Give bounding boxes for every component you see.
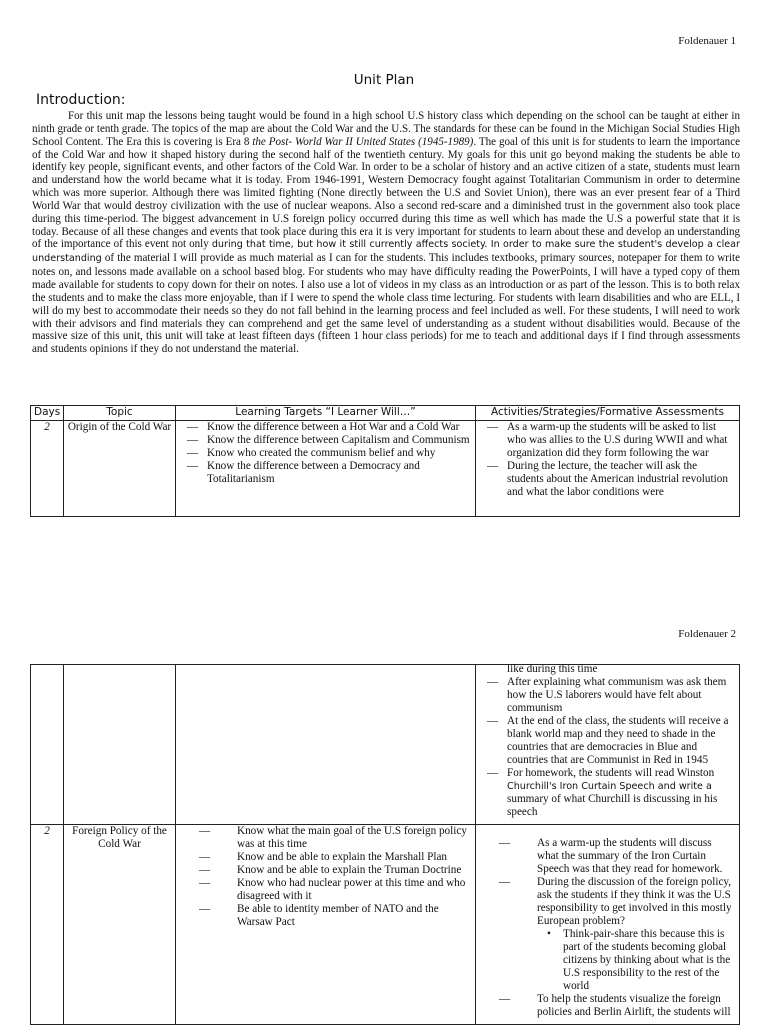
table-row (31, 421, 740, 517)
list-item: — At the end of the class, the students will receive a blank world map and they need to shade in the countries that are democracies in Blue and countries that are Communist in Red in 1945 (479, 715, 736, 767)
header-topic: Topic (64, 406, 176, 421)
targets-cell (176, 421, 476, 517)
list-item: — Know the difference between a Hot War and a Cold War (179, 421, 472, 434)
activities-cell (476, 825, 740, 1025)
list-item: — As a warm-up the students will discuss what the summary of the Iron Curtain Speech was that they read for homework. (479, 837, 736, 876)
activities-cell (476, 665, 740, 825)
table-row (31, 825, 740, 1025)
list-item: — Know who had nuclear power at this time and who disagreed with it (179, 877, 472, 903)
list-item: — Know and be able to explain the Marshall Plan (179, 851, 472, 864)
list-item: — Know the difference between a Democracy and Totalitarianism (179, 460, 472, 486)
list-item: — To help the students visualize the foreign policies and Berlin Airlift, the students will (479, 993, 736, 1019)
targets-cell (176, 665, 476, 825)
header-learning-targets: Learning Targets “I Learner Will…” (176, 406, 476, 421)
days-cell: 2 (31, 421, 64, 517)
list-item: — During the lecture, the teacher will ask the students about the American industrial revolution and what the labor conditions were (479, 460, 736, 499)
list-item: — As a warm-up the students will be asked to list who was allies to the U.S during WWII and what organization did they form following the war (479, 421, 736, 460)
list-item: — During the discussion of the foreign policy, ask the students if they think it was the U.S responsibility to get involved in this mostly European problem? (479, 876, 736, 928)
sub-list-item: • Think-pair-share this because this is part of the students becoming global citizens by thinking about what is the U.S responsibility to the rest of the world (479, 928, 736, 993)
list-item: — Know and be able to explain the Truman Doctrine (179, 864, 472, 877)
days-cell (31, 665, 64, 825)
header-days: Days (31, 406, 64, 421)
topic-cell (64, 665, 176, 825)
list-item: — For homework, the students will read Winston Churchill's Iron Curtain Speech and write a summary of what Churchill is discussing in his speech (479, 767, 736, 819)
unit-plan-table (30, 405, 740, 517)
page-gap (0, 596, 768, 604)
header-activities: Activities/Strategies/Formative Assessments (476, 406, 740, 421)
list-item: — Be able to identity member of NATO and the Warsaw Pact (179, 903, 472, 929)
list-item: — Know the difference between Capitalism and Communism (179, 434, 472, 447)
list-item: — After explaining what communism was ask them how the U.S laborers would have felt about communism (479, 676, 736, 715)
intro-heading: Introduction: (36, 92, 126, 108)
page-header: Foldenauer 2 (678, 628, 736, 640)
table-header-row (31, 406, 740, 421)
unit-plan-table-continued (30, 664, 740, 1025)
list-item: — Know what the main goal of the U.S foreign policy was at this time (179, 825, 472, 851)
page-header: Foldenauer 1 (678, 35, 736, 47)
table-row (31, 665, 740, 825)
list-item: — Know who created the communism belief and why (179, 447, 472, 460)
intro-paragraph: For this unit map the lessons being taught would be found in a high school U.S history class which depending on the school can be taught at either in ninth grade or tenth grade. The topics of the map are about the Cold War and the U.S. The standards for these can be found in the Michigan Social Studies High School Content. The Era this is covering is Era 8 the Post- World War II United States (1945-1989). The goal of this unit is for students to learn the importance of the Cold War and how it shaped history during the second half of the twentieth century. My goals for this unit go beyond making the students be able to identify key people, significant events, and other factors of the Cold War. In order to be a scholar of history and an active citizen of a state, students must learn and understand how the world became what it is today. From 1946-1991, Western Democracy fought against Totalitarian Communism in order to determine which was more superior. Although there was limited fighting (None directly between the U.S and Soviet Union), there was an ever present fear of a Third World War that would destroy civilization with the use of nuclear weapons. Also a second red-scare and a diminished trust in the government also took place during this time-period. The biggest advancement in U.S foreign policy occurred during this time as well which has made the U.S a powerful state that it is today. Because of all these changes and events that took place during this era it is very important for students to learn about these and develop an understanding of the importance of this event not only during that time, but how it still currently affects society. In order to make sure the student's develop a clear understanding of the material I will provide as much material as I can for the students. This includes textbooks, primary sources, notepaper for them to write notes on, and lessons made available on a school based blog. For students who may have difficulty reading the PowerPoints, I will have a typed copy of them made available for students to copy down for their on notes. I also use a lot of videos in my class as an introduction or as part of the lesson. This is to both relax the students and to make the class more enjoyable, than if I were to spend the whole class time lecturing. For students with learn disabilities and who are ELL, I will do my best to accommodate their needs so they do not fall behind in the learning process and feel included as well. For these students, I will need to work with their advisors and find materials they can comprehend and get the same level of understanding as a student without disabilities would. Because of the massive size of this unit, this unit will take at least fifteen days (fifteen 1 hour class periods) for me to teach and additional days if I find through assessments and students opinions if they do not understand the material. (32, 110, 741, 356)
topic-cell: Foreign Policy of the Cold War (64, 825, 176, 1025)
activities-cell (476, 421, 740, 517)
days-cell: 2 (31, 825, 64, 1025)
topic-cell: Origin of the Cold War (64, 421, 176, 517)
document-title: Unit Plan (353, 72, 415, 88)
page-2 (0, 604, 768, 1024)
targets-cell (176, 825, 476, 1025)
continued-text: like during this time (507, 663, 598, 675)
